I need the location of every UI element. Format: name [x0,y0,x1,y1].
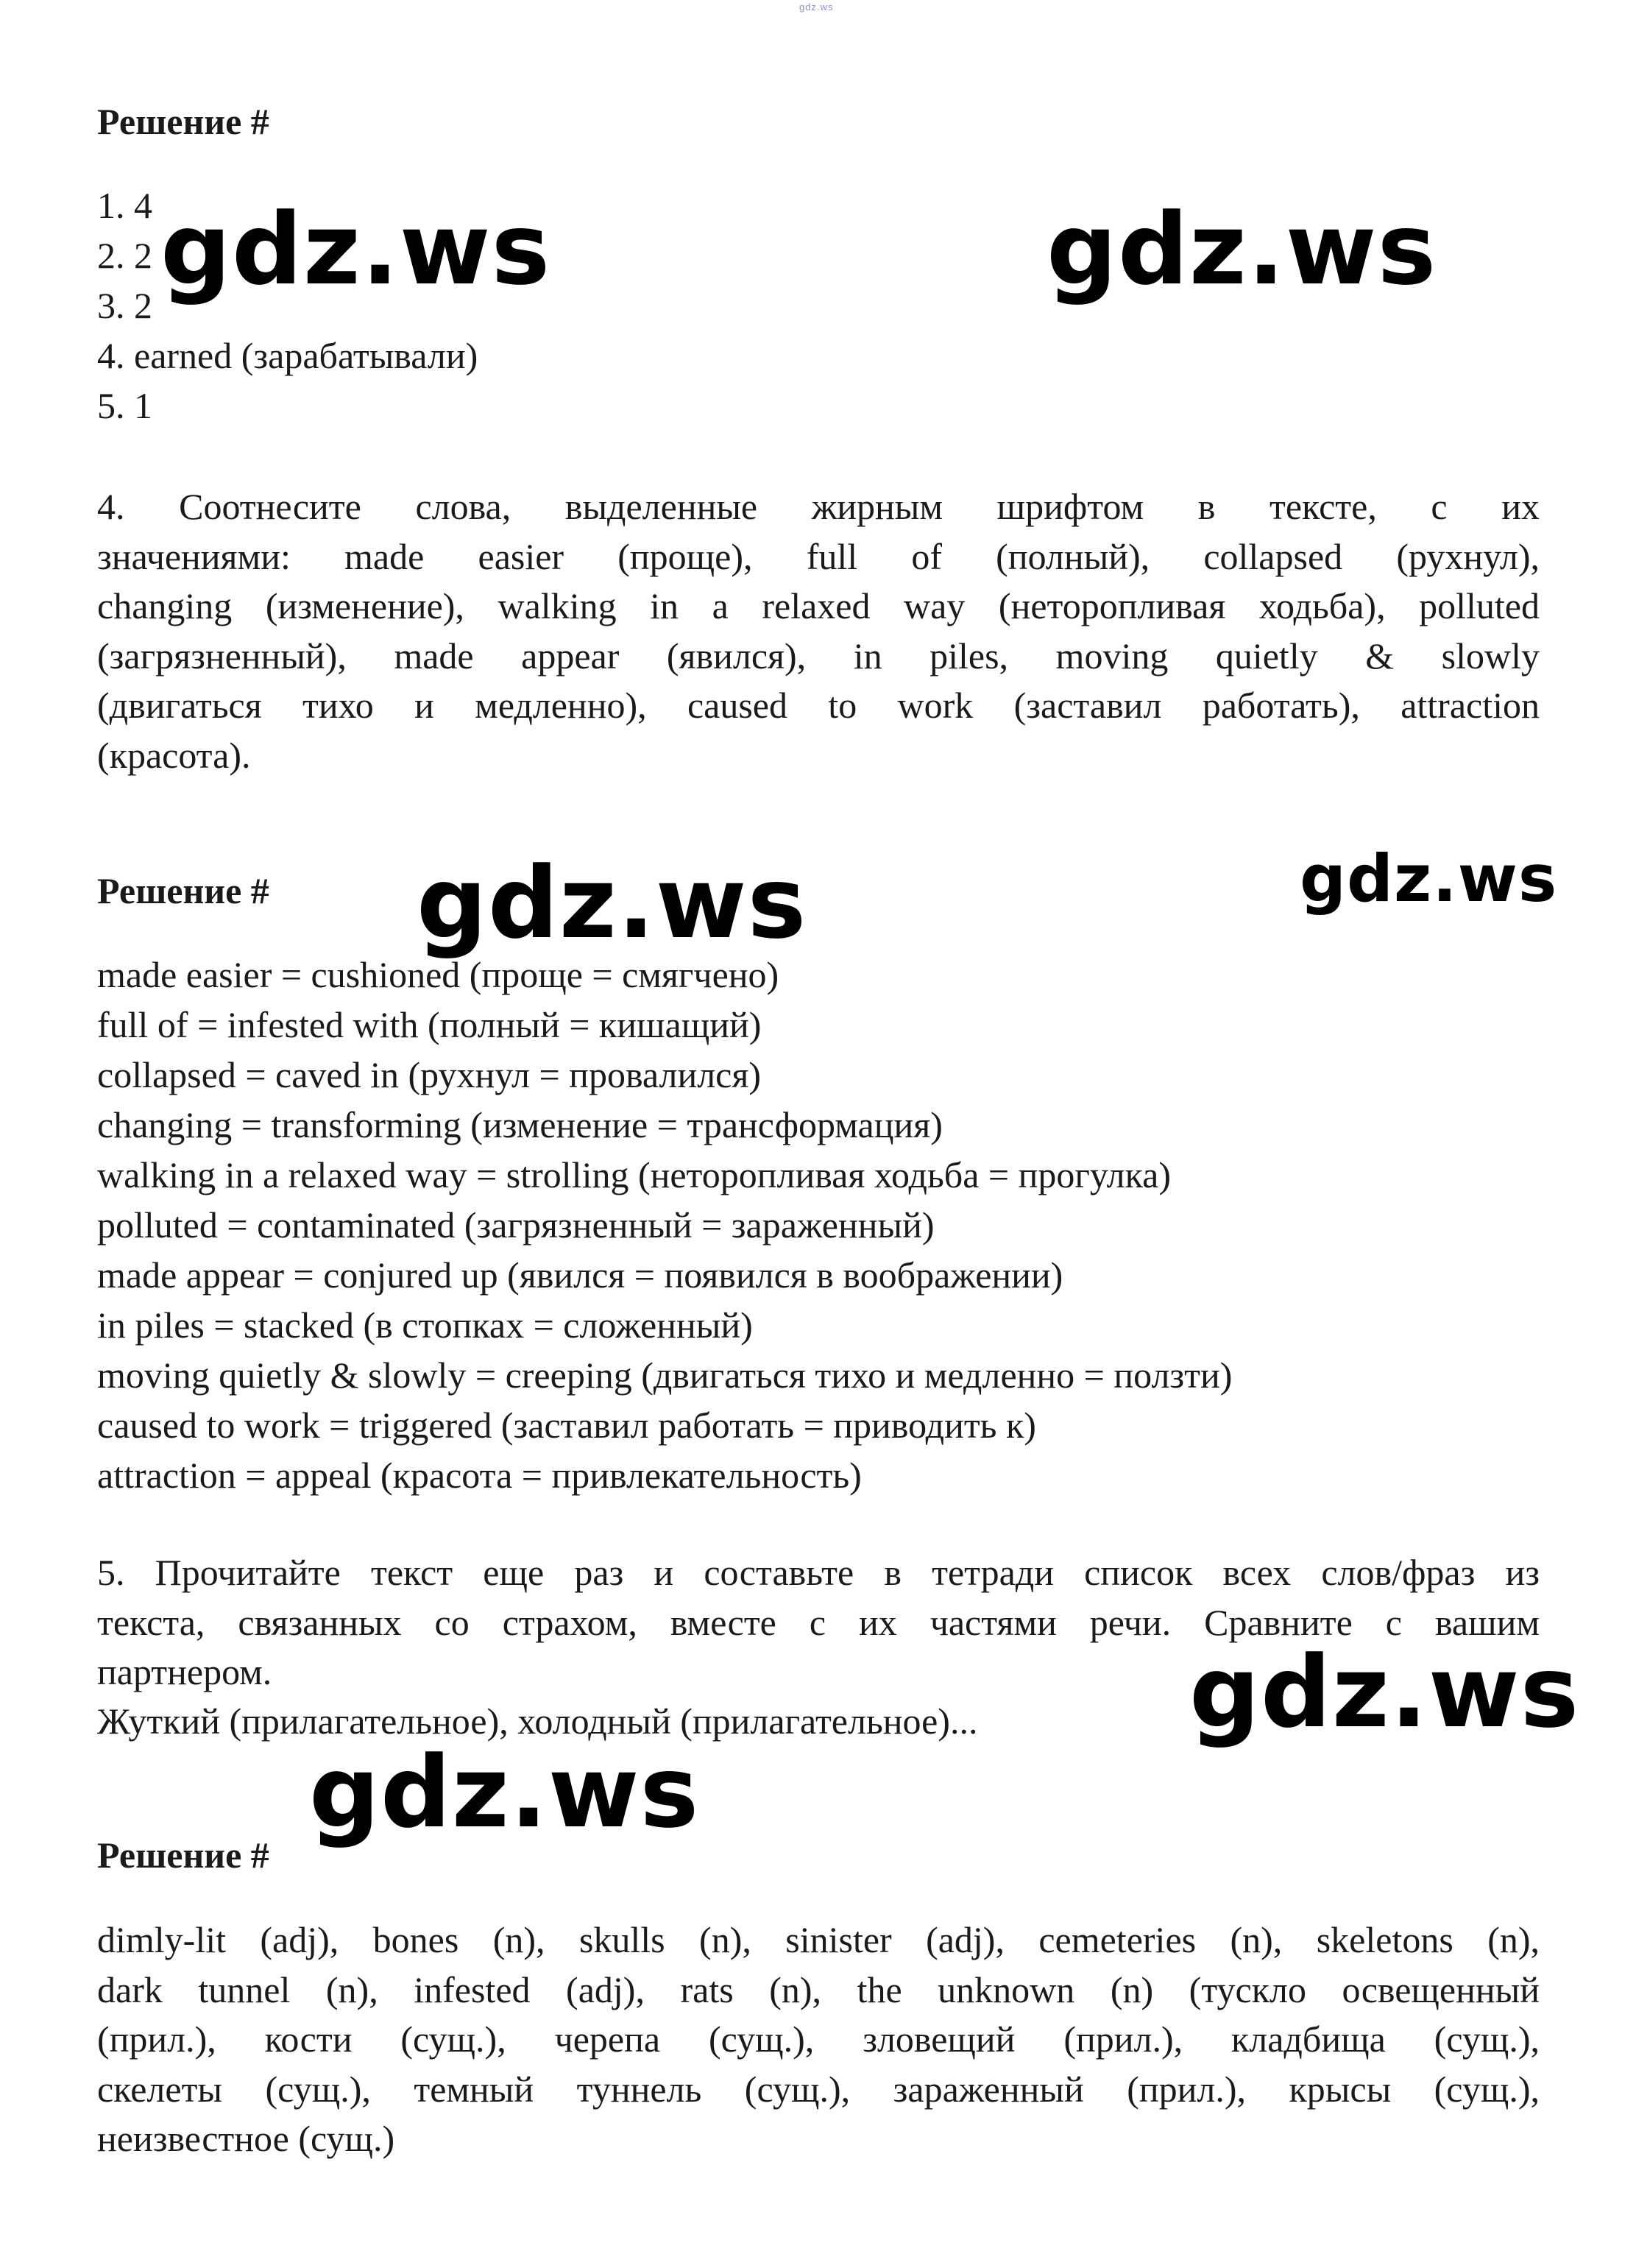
match-line: full of = infested with (полный = кишащий) [97,1004,762,1045]
answer-line-1: 1. 4 [97,185,152,226]
answer-line-3: 3. 2 [97,285,152,326]
solution-heading-3: Решение # [97,1834,269,1876]
answer-text-line: (прил.), кости (сущ.), черепа (сущ.), зловещий (прил.), кладбища (сущ.), [97,2018,1540,2060]
match-line: made easier = cushioned (проще = смягчено) [97,954,779,995]
watermark-logo: gdz.ws [160,192,551,307]
section-3-answer [97,1915,1540,2164]
header-site-tag: gdz.ws [799,1,834,13]
match-line: walking in a relaxed way = strolling (неторопливая ходьба = прогулка) [97,1154,1171,1195]
watermark-logo: gdz.ws [1047,192,1437,307]
match-line: polluted = contaminated (загрязненный = зараженный) [97,1204,935,1246]
match-line: in piles = stacked (в стопках = сложенный) [97,1304,753,1346]
match-line: changing = transforming (изменение = трансформация) [97,1104,943,1145]
watermark-logo: gdz.ws [1300,841,1558,916]
answer-text-line: скелеты (сущ.), темный туннель (сущ.), зараженный (прил.), крысы (сущ.), [97,2068,1540,2110]
match-line: caused to work = triggered (заставил работать = приводить к) [97,1405,1036,1446]
task-4-line: changing (изменение), walking in a relaxed way (неторопливая ходьба), polluted [97,585,1540,626]
task-4-line: (красота). [97,734,251,776]
answer-line-5: 5. 1 [97,385,152,426]
task-4-line: (двигаться тихо и медленно), caused to work (заставил работать), attraction [97,685,1540,726]
solution-heading-1: Решение # [97,101,269,142]
answer-line-2: 2. 2 [97,235,152,276]
solution-heading-2: Решение # [97,870,269,911]
answer-line-4: 4. earned (зарабатывали) [97,335,478,376]
answer-text-line: неизвестное (сущ.) [97,2118,395,2159]
match-line: made appear = conjured up (явился = появился в воображении) [97,1254,1063,1296]
answer-text-line: dimly-lit (adj), bones (n), skulls (n), sinister (adj), cemeteries (n), skeletons (n), [97,1919,1540,1960]
answer-text-line: dark tunnel (n), infested (adj), rats (n), the unknown (n) (тускло освещенный [97,1968,1540,2010]
task-5-example: Жуткий (прилагательное), холодный (прилагательное)... [97,1700,978,1742]
task-5-line: текста, связанных со страхом, вместе с их частями речи. Сравните с вашим [97,1601,1540,1643]
task-4-line: 4. Соотнесите слова, выделенные жирным шрифтом в тексте, с их [97,486,1540,527]
task-4-instruction [97,482,1540,780]
task-5-line: партнером. [97,1651,272,1692]
match-line: moving quietly & slowly = creeping (двигаться тихо и медленно = ползти) [97,1354,1233,1396]
watermark-logo: gdz.ws [309,1735,700,1850]
task-4-line: (загрязненный), made appear (явился), in piles, moving quietly & slowly [97,635,1540,676]
match-line: collapsed = caved in (рухнул = провалился) [97,1054,762,1095]
match-line: attraction = appeal (красота = привлекательность) [97,1455,862,1496]
watermark-logo: gdz.ws [1189,1635,1580,1750]
task-4-line: значениями: made easier (проще), full of (полный), collapsed (рухнул), [97,535,1540,577]
task-5-line: 5. Прочитайте текст еще раз и составьте в тетради список всех слов/фраз из [97,1552,1540,1593]
watermark-logo: gdz.ws [417,846,807,961]
